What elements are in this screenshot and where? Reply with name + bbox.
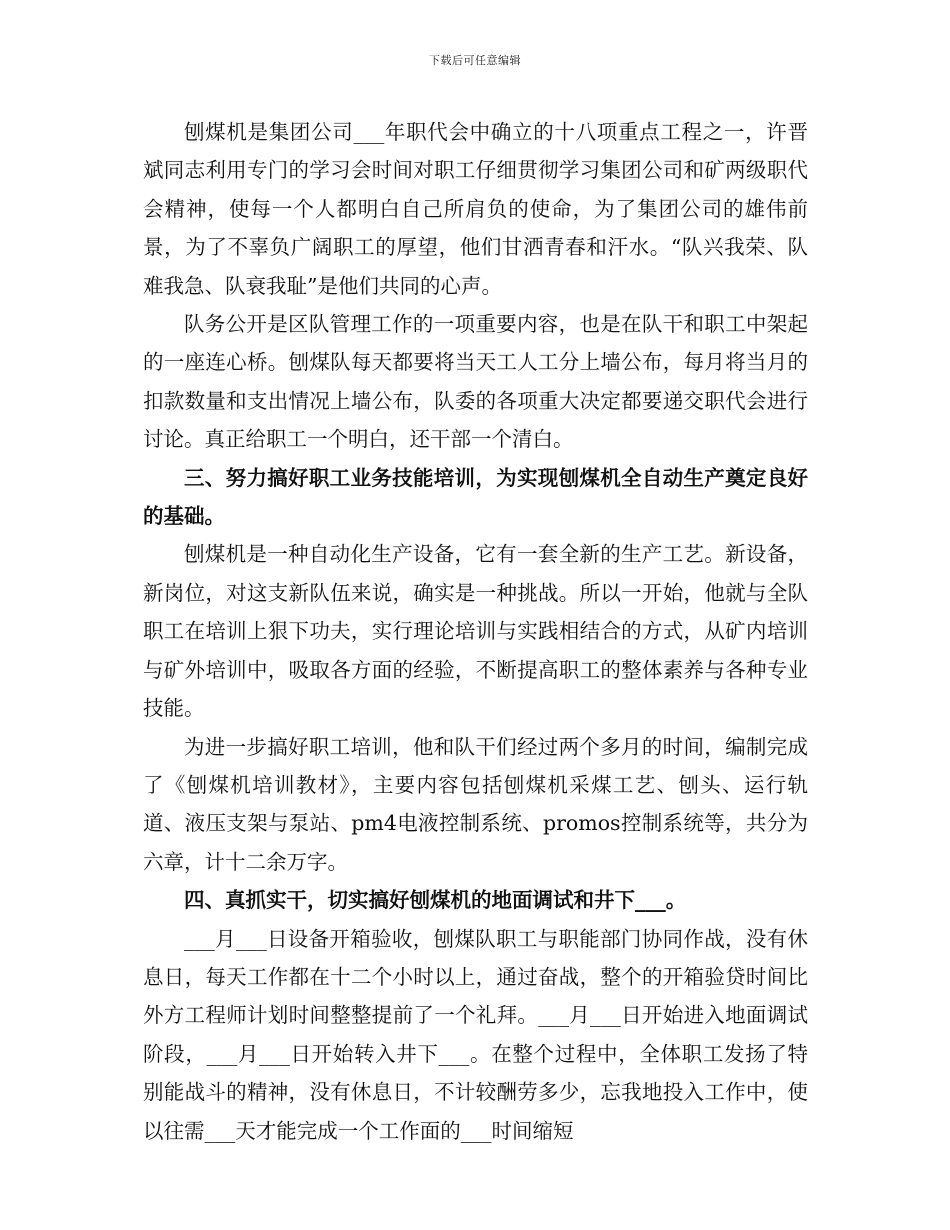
section-heading-3: 三、努力搞好职工业务技能培训，为实现刨煤机全自动生产奠定良好的基础。 [143, 465, 808, 529]
section-heading-4: 四、真抓实干，切实搞好刨煤机的地面调试和井下___。 [184, 888, 687, 913]
paragraph-3: 刨煤机是一种自动化生产设备，它有一套全新的生产工艺。新设备，新岗位，对这支新队伍来说，确实是一种挑战。所以一开始，他就与全队职工在培训上狠下功夫，实行理论培训与实践相结合的方式，从矿内培训与矿外培训中，吸取各方面的经验，不断提高职工的整体素养与各种专业技能。 [143, 542, 808, 721]
paragraph-4: 为进一步搞好职工培训，他和队干们经过两个多月的时间，编制完成了《刨煤机培训教材》，主要内容包括刨煤机采煤工艺、刨头、运行轨道、液压支架与泵站、pm4电液控制系统、promos控制系统等，共分为六章，计十二余万字。 [143, 734, 808, 874]
document-body [143, 113, 808, 1150]
paragraph-2: 队务公开是区队管理工作的一项重要内容，也是在队干和职工中架起的一座连心桥。刨煤队每天都要将当天工人工分上墙公布，每月将当月的扣款数量和支出情况上墙公布，队委的各项重大决定都要递交职代会进行讨论。真正给职工一个明白，还干部一个清白。 [143, 312, 808, 452]
paragraph-1: 刨煤机是集团公司___年职代会中确立的十八项重点工程之一，许晋斌同志利用专门的学习会时间对职工仔细贯彻学习集团公司和矿两级职代会精神，使每一个人都明白自己所肩负的使命，为了集团公司的雄伟前景，为了不辜负广阔职工的厚望，他们甘洒青春和汗水。“队兴我荣、队难我急、队衰我耻”是他们共同的心声。 [143, 120, 808, 298]
paragraph-5: ___月___日设备开箱验收，刨煤队职工与职能部门协同作战，没有休息日，每天工作都在十二个小时以上，通过奋战，整个的开箱验贷时间比外方工程师计划时间整整提前了一个礼拜。___月___日开始进入地面调试阶段，___月___日开始转入井下___。在整个过程中，全体职工发扬了特别能战斗的精神，没有休息日，不计较酬劳多少，忘我地投入工作中，使以往需___天才能完成一个工作面的___时间缩短 [143, 926, 808, 1143]
page-header: 下载后可任意编辑 [429, 54, 521, 67]
